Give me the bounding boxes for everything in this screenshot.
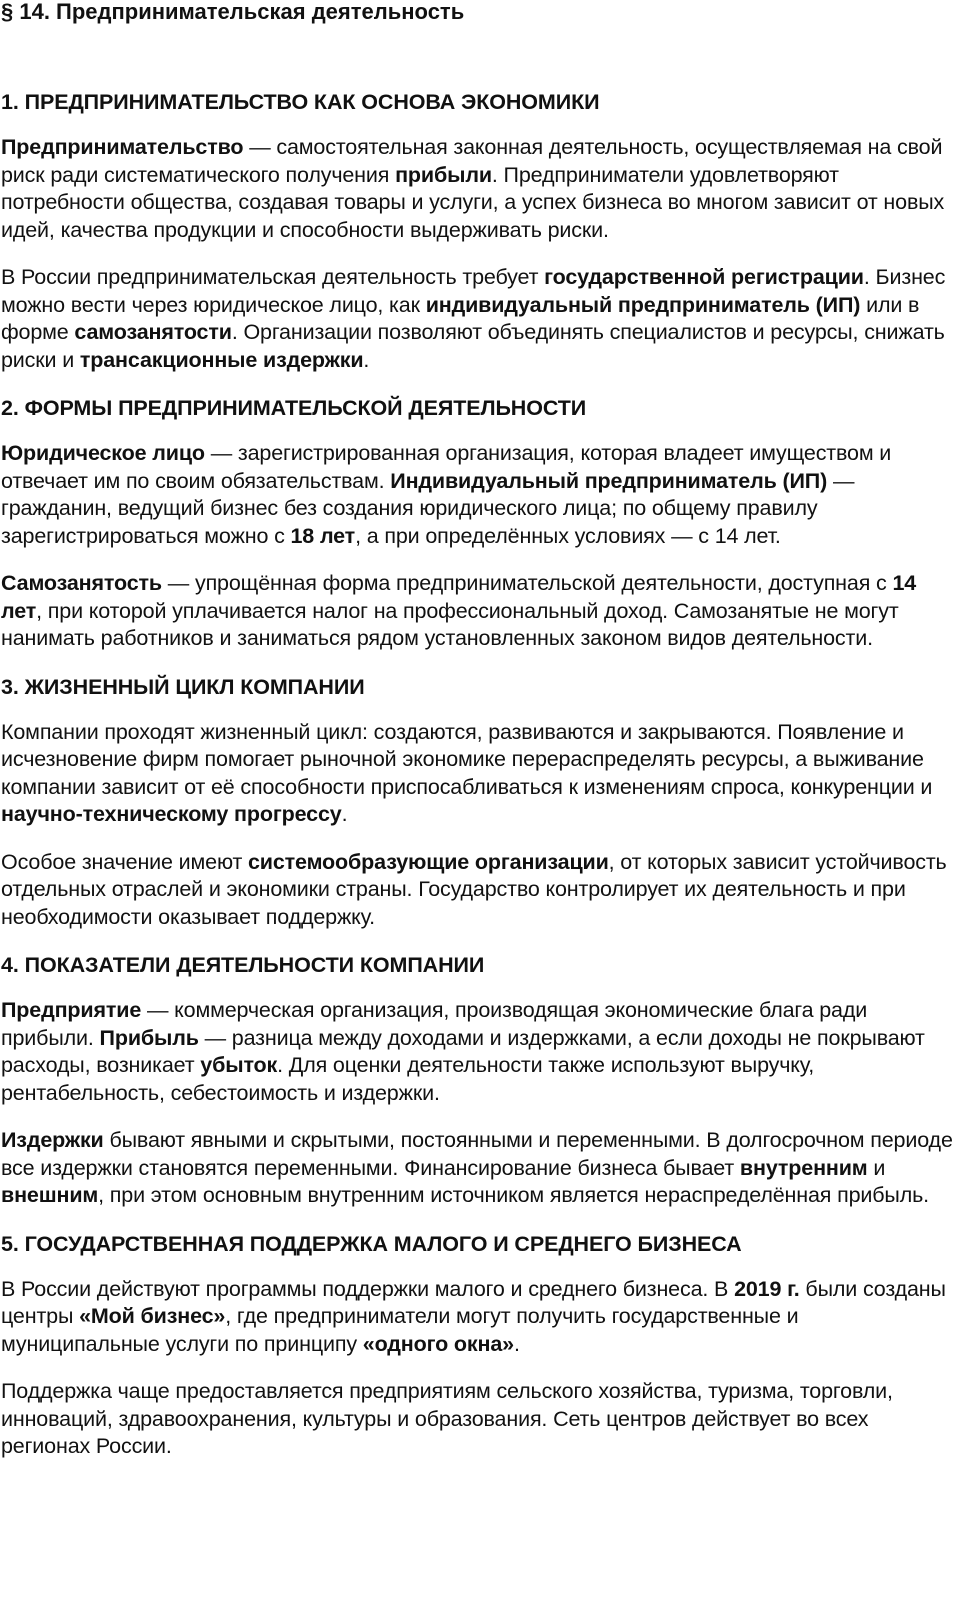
- document-body: [1, 88, 962, 1481]
- paragraph-spacer: [1, 653, 962, 673]
- text-run: — самостоятельная законная деятельность, осуществляемая на свой риск ради систематического получения: [1, 135, 943, 187]
- text-run: Особое значение имеют: [1, 849, 248, 874]
- heading-spacer: [1, 1258, 962, 1276]
- heading-spacer: [1, 422, 962, 440]
- paragraph: [1, 1378, 962, 1461]
- heading-spacer: [1, 701, 962, 719]
- bold-term: Прибыль: [99, 1025, 199, 1050]
- text-run: , при этом основным внутренним источником является нераспределённая прибыль.: [98, 1183, 929, 1207]
- bold-term: 2019 г.: [734, 1276, 800, 1301]
- page-title: § 14. Предпринимательская деятельность: [1, 0, 465, 24]
- text-run: были созданы центры: [1, 1276, 946, 1328]
- heading-spacer: [1, 116, 962, 134]
- section-heading: 4. ПОКАЗАТЕЛИ ДЕЯТЕЛЬНОСТИ КОМПАНИИ: [1, 953, 485, 977]
- section-2: [1, 394, 962, 673]
- paragraph-spacer: [1, 1107, 962, 1127]
- paragraph-spacer: [1, 1210, 962, 1230]
- text-run: . Бизнес можно вести через юридическое лицо, как: [1, 265, 946, 317]
- bold-term: трансакционные издержки: [79, 347, 364, 372]
- paragraph-spacer: [1, 244, 962, 264]
- bold-term: научно-техническому прогрессу: [1, 802, 342, 826]
- text-run: . Организации позволяют объединять специалистов и ресурсы, снижать риски и: [1, 320, 945, 372]
- bold-term: Юридическое лицо: [1, 441, 205, 465]
- bold-term: 18 лет: [290, 523, 356, 548]
- bold-term: системообразующие организации: [247, 849, 609, 874]
- title-spacer: [1, 24, 962, 88]
- bold-term: Самозанятость: [1, 571, 162, 595]
- text-run: — гражданин, ведущий бизнес без создания юридического лица; по общему правилу зарегистрироваться можно с: [1, 468, 855, 548]
- text-run: .: [513, 1331, 520, 1356]
- bold-term: индивидуальный предприниматель (ИП): [425, 292, 861, 317]
- section-heading: 5. ГОСУДАРСТВЕННАЯ ПОДДЕРЖКА МАЛОГО И СРЕДНЕГО БИЗНЕСА: [1, 1231, 742, 1256]
- bold-term: прибыли: [395, 162, 492, 187]
- paragraph: [1, 440, 962, 550]
- paragraph-spacer: [1, 374, 962, 394]
- paragraph: [1, 997, 962, 1107]
- bold-term: «одного окна»: [362, 1331, 514, 1356]
- text-run: , от которых зависит устойчивость отдельных отраслей и экономики страны. Государство контролирует их деятельность и при необходимости оказывает поддержку.: [1, 849, 947, 929]
- bold-term: самозанятости: [74, 320, 232, 344]
- text-run: бывают явными и скрытыми, постоянными и переменными. В долгосрочном периоде все издержки становятся переменными. Финансирование бизнеса бывает: [1, 1128, 953, 1180]
- paragraph: [1, 849, 962, 932]
- text-run: Поддержка чаще предоставляется предприятиям сельского хозяйства, туризма, торговли, инноваций, здравоохранения, культуры и образования. Сеть центров действует во всех регионах России.: [1, 1379, 893, 1458]
- section-5: [1, 1230, 962, 1481]
- text-run: — коммерческая организация, производящая экономические блага ради прибыли.: [1, 998, 868, 1050]
- paragraph-spacer: [1, 550, 962, 570]
- paragraph-spacer: [1, 829, 962, 849]
- section-heading: 3. ЖИЗНЕННЫЙ ЦИКЛ КОМПАНИИ: [1, 674, 365, 699]
- text-run: В России действуют программы поддержки малого и среднего бизнеса. В: [1, 1276, 735, 1301]
- paragraph: [1, 570, 962, 653]
- text-run: или в форме: [1, 292, 920, 344]
- text-run: и: [867, 1155, 886, 1180]
- section-1: [1, 88, 962, 394]
- bold-term: 14 лет: [1, 571, 917, 623]
- paragraph: [1, 134, 962, 244]
- text-run: — разница между доходами и издержками, а если доходы не покрывают расходы, возникает: [1, 1025, 925, 1077]
- paragraph: [1, 719, 962, 829]
- bold-term: Предприятие: [1, 998, 142, 1022]
- bold-term: «Мой бизнес»: [79, 1304, 226, 1328]
- text-run: , где предприниматели могут получить государственные и муниципальные услуги по принципу: [1, 1304, 799, 1356]
- paragraph: [1, 1276, 962, 1359]
- section-heading: 2. ФОРМЫ ПРЕДПРИНИМАТЕЛЬСКОЙ ДЕЯТЕЛЬНОСТИ: [1, 396, 587, 420]
- bold-term: Предпринимательство: [1, 135, 244, 159]
- text-run: — зарегистрированная организация, которая владеет имуществом и отвечает им по своим обязательствам.: [1, 441, 892, 493]
- paragraph-spacer: [1, 1358, 962, 1378]
- text-run: В России предпринимательская деятельность требует: [1, 265, 545, 289]
- text-run: , а при определённых условиях — с 14 лет.: [355, 523, 781, 548]
- section-4: [1, 951, 962, 1230]
- text-run: . Для оценки деятельности также используют выручку, рентабельность, себестоимость и издержки.: [1, 1053, 815, 1105]
- section-heading: 1. ПРЕДПРИНИМАТЕЛЬСТВО КАК ОСНОВА ЭКОНОМИКИ: [1, 90, 600, 114]
- text-run: . Предприниматели удовлетворяют потребности общества, создавая товары и услуги, а успех бизнеса во многом зависит от новых идей, качества продукции и способности выдерживать риски.: [1, 162, 945, 242]
- bold-term: Индивидуальный предприниматель (ИП): [390, 468, 828, 493]
- paragraph: [1, 264, 962, 374]
- paragraph-spacer: [1, 1461, 962, 1481]
- bold-term: внешним: [1, 1183, 99, 1207]
- text-run: , при которой уплачивается налог на профессиональный доход. Самозанятые не могут нанимать работников и заниматься рядом установленных законом видов деятельности.: [1, 598, 899, 650]
- section-3: [1, 673, 962, 952]
- bold-term: государственной регистрации: [544, 265, 864, 289]
- text-run: .: [341, 802, 348, 826]
- bold-term: Издержки: [1, 1128, 104, 1152]
- paragraph: [1, 1127, 962, 1210]
- paragraph-spacer: [1, 931, 962, 951]
- text-run: Компании проходят жизненный цикл: создаются, развиваются и закрываются. Появление и исчезновение фирм помогает рыночной экономике перераспределять ресурсы, а выживание компании зависит от её способности приспосабливаться к изменениям спроса, конкуренции и: [1, 719, 933, 799]
- text-run: — упрощённая форма предпринимательской деятельности, доступная с: [161, 571, 893, 595]
- heading-spacer: [1, 979, 962, 997]
- bold-term: убыток: [200, 1053, 278, 1077]
- text-run: .: [363, 347, 370, 372]
- bold-term: внутренним: [739, 1155, 868, 1180]
